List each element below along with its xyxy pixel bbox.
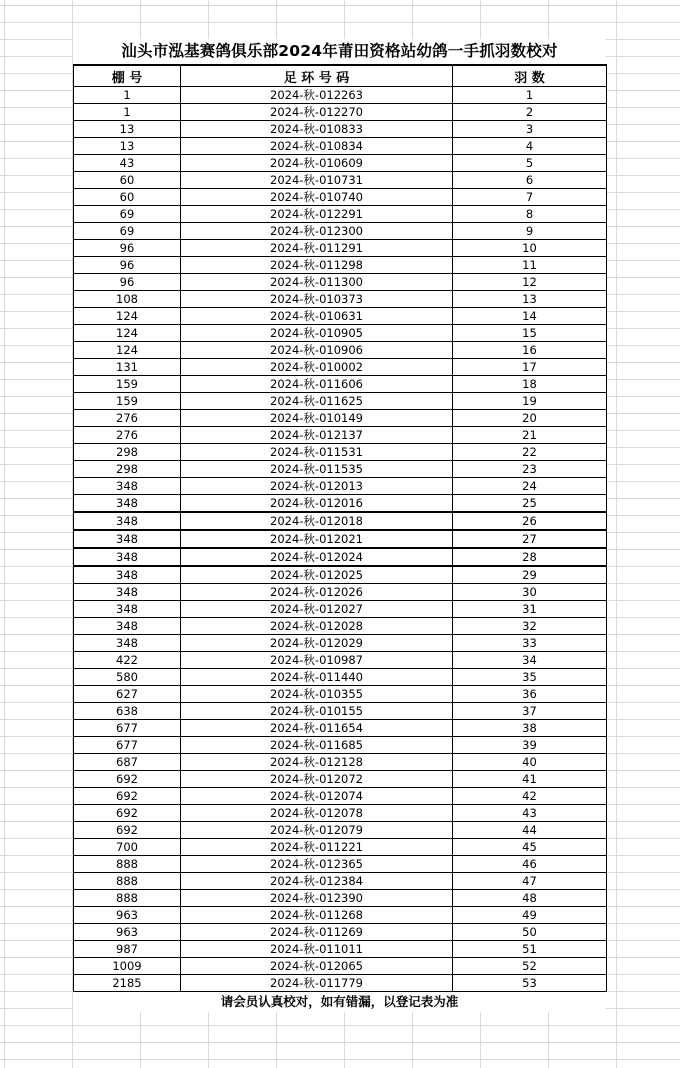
loft-number-cell: 124 <box>74 325 181 342</box>
ring-number-cell: 2024-秋-011221 <box>181 839 453 856</box>
loft-number-cell: 276 <box>74 410 181 427</box>
ring-number-cell: 2024-秋-010740 <box>181 189 453 206</box>
table-row <box>74 478 607 495</box>
count-cell: 45 <box>453 839 607 856</box>
loft-number-cell: 987 <box>74 941 181 958</box>
ring-number-cell: 2024-秋-012079 <box>181 822 453 839</box>
loft-number-cell: 348 <box>74 495 181 513</box>
count-cell: 29 <box>453 566 607 584</box>
ring-number-cell: 2024-秋-012018 <box>181 512 453 530</box>
header-ring-number: 足 环 号 码 <box>181 65 453 87</box>
count-cell: 53 <box>453 975 607 992</box>
loft-number-cell: 348 <box>74 548 181 566</box>
table-body <box>74 87 607 992</box>
loft-number-cell: 13 <box>74 138 181 155</box>
ring-number-cell: 2024-秋-012013 <box>181 478 453 495</box>
ring-number-cell: 2024-秋-012291 <box>181 206 453 223</box>
count-cell: 48 <box>453 890 607 907</box>
count-cell: 3 <box>453 121 607 138</box>
table-row <box>74 635 607 652</box>
ring-number-cell: 2024-秋-012021 <box>181 530 453 548</box>
count-cell: 20 <box>453 410 607 427</box>
table-row <box>74 737 607 754</box>
ring-number-cell: 2024-秋-011625 <box>181 393 453 410</box>
loft-number-cell: 298 <box>74 461 181 478</box>
table-row <box>74 754 607 771</box>
table-row <box>74 325 607 342</box>
loft-number-cell: 124 <box>74 308 181 325</box>
loft-number-cell: 159 <box>74 393 181 410</box>
loft-number-cell: 159 <box>74 376 181 393</box>
count-cell: 37 <box>453 703 607 720</box>
table-row <box>74 189 607 206</box>
ring-number-cell: 2024-秋-011298 <box>181 257 453 274</box>
table-row <box>74 427 607 444</box>
ring-number-cell: 2024-秋-012137 <box>181 427 453 444</box>
loft-number-cell: 348 <box>74 566 181 584</box>
ring-number-cell: 2024-秋-010833 <box>181 121 453 138</box>
table-row <box>74 652 607 669</box>
loft-number-cell: 348 <box>74 512 181 530</box>
count-cell: 1 <box>453 87 607 104</box>
ring-number-cell: 2024-秋-011535 <box>181 461 453 478</box>
table-row <box>74 155 607 172</box>
table-row <box>74 941 607 958</box>
count-cell: 2 <box>453 104 607 121</box>
table-row <box>74 771 607 788</box>
ring-number-cell: 2024-秋-012078 <box>181 805 453 822</box>
loft-number-cell: 888 <box>74 856 181 873</box>
ring-number-cell: 2024-秋-011654 <box>181 720 453 737</box>
loft-number-cell: 638 <box>74 703 181 720</box>
table-row <box>74 308 607 325</box>
ring-number-cell: 2024-秋-011268 <box>181 907 453 924</box>
ring-number-cell: 2024-秋-010355 <box>181 686 453 703</box>
count-cell: 42 <box>453 788 607 805</box>
table-row <box>74 291 607 308</box>
ring-number-cell: 2024-秋-012028 <box>181 618 453 635</box>
loft-number-cell: 692 <box>74 805 181 822</box>
sheet-title: 汕头市泓基赛鸽俱乐部2024年莆田资格站幼鸽一手抓羽数校对 <box>73 39 606 64</box>
count-cell: 35 <box>453 669 607 686</box>
table-row <box>74 274 607 291</box>
ring-number-cell: 2024-秋-010149 <box>181 410 453 427</box>
table-row <box>74 121 607 138</box>
pigeon-ring-table <box>73 64 607 992</box>
loft-number-cell: 69 <box>74 223 181 240</box>
loft-number-cell: 963 <box>74 907 181 924</box>
ring-number-cell: 2024-秋-010834 <box>181 138 453 155</box>
table-row <box>74 548 607 566</box>
table-row <box>74 601 607 618</box>
loft-number-cell: 298 <box>74 444 181 461</box>
ring-number-cell: 2024-秋-010987 <box>181 652 453 669</box>
loft-number-cell: 124 <box>74 342 181 359</box>
table-row <box>74 839 607 856</box>
loft-number-cell: 700 <box>74 839 181 856</box>
count-cell: 24 <box>453 478 607 495</box>
count-cell: 12 <box>453 274 607 291</box>
ring-number-cell: 2024-秋-012300 <box>181 223 453 240</box>
loft-number-cell: 96 <box>74 257 181 274</box>
ring-number-cell: 2024-秋-011011 <box>181 941 453 958</box>
header-bird-count: 羽 数 <box>453 65 607 87</box>
table-row <box>74 104 607 121</box>
count-cell: 41 <box>453 771 607 788</box>
count-cell: 46 <box>453 856 607 873</box>
loft-number-cell: 43 <box>74 155 181 172</box>
ring-number-cell: 2024-秋-012074 <box>181 788 453 805</box>
ring-number-cell: 2024-秋-012390 <box>181 890 453 907</box>
table-row <box>74 907 607 924</box>
count-cell: 15 <box>453 325 607 342</box>
count-cell: 13 <box>453 291 607 308</box>
count-cell: 17 <box>453 359 607 376</box>
count-cell: 39 <box>453 737 607 754</box>
count-cell: 34 <box>453 652 607 669</box>
loft-number-cell: 677 <box>74 737 181 754</box>
count-cell: 16 <box>453 342 607 359</box>
loft-number-cell: 1009 <box>74 958 181 975</box>
ring-number-cell: 2024-秋-010906 <box>181 342 453 359</box>
count-cell: 49 <box>453 907 607 924</box>
ring-number-cell: 2024-秋-010155 <box>181 703 453 720</box>
table-row <box>74 686 607 703</box>
count-cell: 5 <box>453 155 607 172</box>
table-row <box>74 924 607 941</box>
loft-number-cell: 69 <box>74 206 181 223</box>
ring-number-cell: 2024-秋-012263 <box>181 87 453 104</box>
table-row <box>74 703 607 720</box>
footer-note: 请会员认真校对，如有错漏，以登记表为准 <box>73 992 606 1012</box>
count-cell: 14 <box>453 308 607 325</box>
header-loft-number: 棚 号 <box>74 65 181 87</box>
ring-number-cell: 2024-秋-012065 <box>181 958 453 975</box>
table-row <box>74 172 607 189</box>
count-cell: 52 <box>453 958 607 975</box>
loft-number-cell: 131 <box>74 359 181 376</box>
count-cell: 8 <box>453 206 607 223</box>
table-row <box>74 359 607 376</box>
table-row <box>74 788 607 805</box>
ring-number-cell: 2024-秋-012027 <box>181 601 453 618</box>
ring-number-cell: 2024-秋-011269 <box>181 924 453 941</box>
count-cell: 23 <box>453 461 607 478</box>
ring-number-cell: 2024-秋-011531 <box>181 444 453 461</box>
count-cell: 43 <box>453 805 607 822</box>
count-cell: 32 <box>453 618 607 635</box>
count-cell: 27 <box>453 530 607 548</box>
ring-number-cell: 2024-秋-011606 <box>181 376 453 393</box>
count-cell: 10 <box>453 240 607 257</box>
count-cell: 21 <box>453 427 607 444</box>
loft-number-cell: 1 <box>74 87 181 104</box>
count-cell: 11 <box>453 257 607 274</box>
loft-number-cell: 1 <box>74 104 181 121</box>
ring-number-cell: 2024-秋-010373 <box>181 291 453 308</box>
count-cell: 47 <box>453 873 607 890</box>
ring-number-cell: 2024-秋-011685 <box>181 737 453 754</box>
table-row <box>74 461 607 478</box>
loft-number-cell: 692 <box>74 822 181 839</box>
ring-number-cell: 2024-秋-011291 <box>181 240 453 257</box>
ring-number-cell: 2024-秋-011300 <box>181 274 453 291</box>
loft-number-cell: 692 <box>74 788 181 805</box>
count-cell: 31 <box>453 601 607 618</box>
count-cell: 18 <box>453 376 607 393</box>
count-cell: 50 <box>453 924 607 941</box>
loft-number-cell: 687 <box>74 754 181 771</box>
loft-number-cell: 348 <box>74 478 181 495</box>
ring-number-cell: 2024-秋-012016 <box>181 495 453 513</box>
table-row <box>74 975 607 992</box>
loft-number-cell: 627 <box>74 686 181 703</box>
loft-number-cell: 348 <box>74 601 181 618</box>
table-row <box>74 495 607 513</box>
loft-number-cell: 60 <box>74 172 181 189</box>
table-row <box>74 805 607 822</box>
count-cell: 25 <box>453 495 607 513</box>
loft-number-cell: 692 <box>74 771 181 788</box>
table-row <box>74 512 607 530</box>
table-row <box>74 444 607 461</box>
table-row <box>74 342 607 359</box>
table-row <box>74 138 607 155</box>
loft-number-cell: 348 <box>74 635 181 652</box>
table-row <box>74 958 607 975</box>
table-row <box>74 856 607 873</box>
ring-number-cell: 2024-秋-012026 <box>181 584 453 601</box>
count-cell: 4 <box>453 138 607 155</box>
ring-number-cell: 2024-秋-012025 <box>181 566 453 584</box>
loft-number-cell: 276 <box>74 427 181 444</box>
table-row <box>74 410 607 427</box>
ring-number-cell: 2024-秋-010609 <box>181 155 453 172</box>
count-cell: 22 <box>453 444 607 461</box>
loft-number-cell: 348 <box>74 584 181 601</box>
ring-number-cell: 2024-秋-012029 <box>181 635 453 652</box>
count-cell: 26 <box>453 512 607 530</box>
count-cell: 51 <box>453 941 607 958</box>
loft-number-cell: 108 <box>74 291 181 308</box>
table-row <box>74 890 607 907</box>
ring-number-cell: 2024-秋-010731 <box>181 172 453 189</box>
count-cell: 30 <box>453 584 607 601</box>
ring-number-cell: 2024-秋-010631 <box>181 308 453 325</box>
loft-number-cell: 888 <box>74 873 181 890</box>
table-row <box>74 87 607 104</box>
loft-number-cell: 677 <box>74 720 181 737</box>
table-row <box>74 240 607 257</box>
loft-number-cell: 2185 <box>74 975 181 992</box>
loft-number-cell: 348 <box>74 618 181 635</box>
table-row <box>74 257 607 274</box>
count-cell: 33 <box>453 635 607 652</box>
table-row <box>74 618 607 635</box>
loft-number-cell: 96 <box>74 240 181 257</box>
loft-number-cell: 348 <box>74 530 181 548</box>
table-row <box>74 584 607 601</box>
table-row <box>74 720 607 737</box>
count-cell: 6 <box>453 172 607 189</box>
table-row <box>74 530 607 548</box>
count-cell: 44 <box>453 822 607 839</box>
table-row <box>74 376 607 393</box>
loft-number-cell: 580 <box>74 669 181 686</box>
count-cell: 9 <box>453 223 607 240</box>
ring-number-cell: 2024-秋-012384 <box>181 873 453 890</box>
count-cell: 38 <box>453 720 607 737</box>
table-row <box>74 822 607 839</box>
loft-number-cell: 96 <box>74 274 181 291</box>
ring-number-cell: 2024-秋-012024 <box>181 548 453 566</box>
count-cell: 28 <box>453 548 607 566</box>
table-row <box>74 223 607 240</box>
table-row <box>74 393 607 410</box>
ring-number-cell: 2024-秋-010905 <box>181 325 453 342</box>
loft-number-cell: 422 <box>74 652 181 669</box>
count-cell: 36 <box>453 686 607 703</box>
count-cell: 19 <box>453 393 607 410</box>
header-row <box>74 65 607 87</box>
loft-number-cell: 963 <box>74 924 181 941</box>
count-cell: 40 <box>453 754 607 771</box>
ring-number-cell: 2024-秋-011440 <box>181 669 453 686</box>
pigeon-count-sheet <box>73 39 606 1012</box>
table-row <box>74 669 607 686</box>
table-row <box>74 873 607 890</box>
ring-number-cell: 2024-秋-011779 <box>181 975 453 992</box>
ring-number-cell: 2024-秋-012270 <box>181 104 453 121</box>
table-row <box>74 206 607 223</box>
table-row <box>74 566 607 584</box>
ring-number-cell: 2024-秋-012072 <box>181 771 453 788</box>
ring-number-cell: 2024-秋-010002 <box>181 359 453 376</box>
loft-number-cell: 888 <box>74 890 181 907</box>
loft-number-cell: 13 <box>74 121 181 138</box>
ring-number-cell: 2024-秋-012128 <box>181 754 453 771</box>
loft-number-cell: 60 <box>74 189 181 206</box>
ring-number-cell: 2024-秋-012365 <box>181 856 453 873</box>
count-cell: 7 <box>453 189 607 206</box>
